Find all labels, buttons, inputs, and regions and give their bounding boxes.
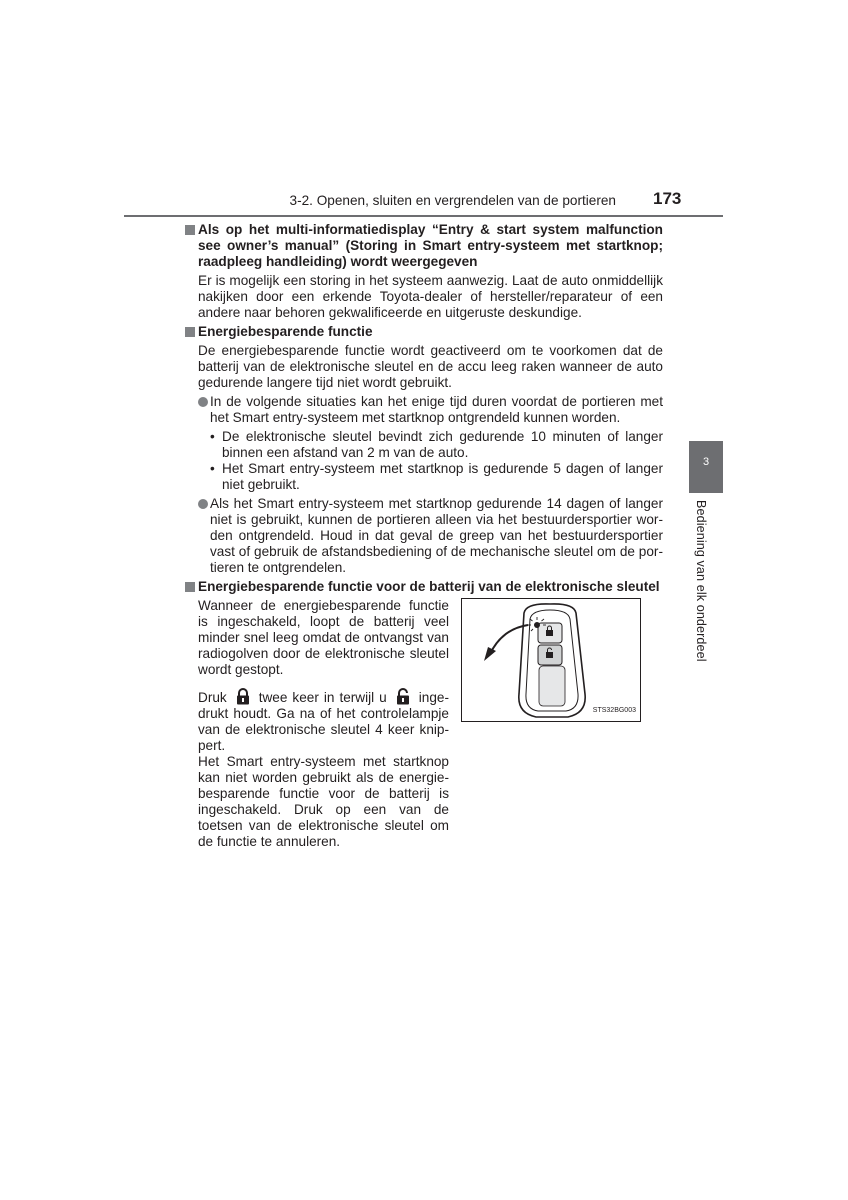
chapter-tab [689,441,723,493]
unlock-icon [396,688,410,705]
paragraph-key-battery-2 [198,688,449,754]
inline-text: Druk [198,690,227,705]
dot-bullet-icon: • [210,461,215,476]
heading-text: Energiebesparende functie voor de batterij van de elektronische sleutel [198,579,660,594]
sub-bullet-text: De elektronische sleutel bevindt zich gedurende 10 minuten of langer binnen een afstand van 2 m van de auto. [222,429,663,460]
paragraph-malfunction: Er is mogelijk een storing in het systeem aanwezig. Laat de auto onmiddellijk nakijken door een erkende Toyota-dealer of hersteller/reparateur of een andere naar behoren gekwalificeerde en uitgeruste deskundige. [198,273,663,320]
square-bullet-icon [185,225,195,235]
paragraph-energy-saving: De energiebesparende functie wordt geactiveerd om te voorkomen dat de batterij van de elektronische sleutel en de accu leeg raken wanneer de auto gedurende langere tijd niet wordt gebruikt. [198,343,663,390]
header-title: 3-2. Openen, sluiten en vergrendelen van de portieren [289,193,616,208]
bullet-item [198,496,663,576]
lock-icon [236,688,250,705]
two-column-block [198,598,663,850]
inline-text: twee keer in terwijl u [258,690,387,705]
round-bullet-icon [198,397,208,407]
chapter-number: 3 [702,456,710,468]
page-number: 173 [653,189,682,208]
figure-caption: STS32BG003 [592,707,636,714]
key-fob-illustration [461,598,641,722]
bullet-text: Als het Smart entry-systeem met startknop gedurende 14 dagen of langer niet is gebruikt, kunnen de portieren alleen via het bestuurdersportier worden ontgrendeld. Houd in dat geval de greep van het bestuurdersportier vast of gebruik de afstandsbediening of de mechanische sleutel om de portieren te ontgrendelen. [210,496,663,575]
square-bullet-icon [185,582,195,592]
bullet-item [198,394,663,426]
dot-bullet-icon: • [210,429,215,444]
section-heading-energy-saving [185,324,663,340]
bullet-text: In de volgende situaties kan het enige tijd duren voordat de portieren met het Smart entry-systeem met startknop ontgrendeld kunnen worden. [210,394,663,425]
page-content [185,222,663,850]
section-heading-key-battery [185,579,663,595]
square-bullet-icon [185,327,195,337]
sub-bullet-item [210,461,663,493]
sub-bullet-text: Het Smart entry-systeem met startknop is gedurende 5 dagen of langer niet gebruikt. [222,461,663,492]
header-rule [124,215,723,217]
round-bullet-icon [198,499,208,509]
paragraph-key-battery-1: Wanneer de energiebesparende functie is ingeschakeld, loopt de batterij veel minder snel leeg omdat de ontvangst van radiogolven door de elektronische sleutel wordt gestopt. [198,598,449,677]
sub-bullet-item [210,429,663,461]
paragraph-key-battery-3: Het Smart entry-systeem met startknop kan niet worden gebruikt als de energiebesparende functie voor de batterij is ingeschakeld. Druk op een van de toetsen van de elektronische sleutel om de functie te annuleren. [198,754,449,849]
inline-text: ingedrukt houdt. Ga na of het controlelampje van de elektronische sleutel 4 keer knippert. [198,690,449,753]
heading-text: Als op het multi-informatiedisplay “Entry & start system malfunction see owner’s manual” (Storing in Smart entry-systeem met startknop; raadpleeg handleiding) wordt weergegeven [198,222,663,269]
section-heading-malfunction [185,222,663,270]
heading-text: Energiebesparende functie [198,324,373,339]
left-column [198,598,449,850]
chapter-title: Bediening van elk onderdeel [694,500,708,662]
